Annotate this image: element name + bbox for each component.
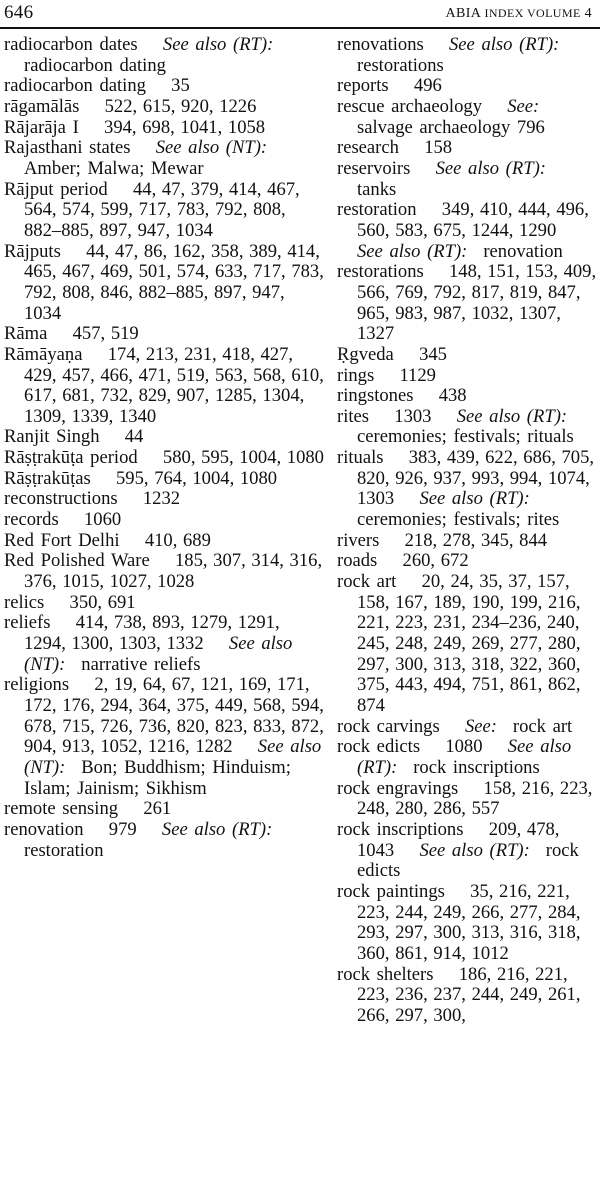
index-entry xyxy=(337,448,599,531)
cross-reference-label: See also (RT): xyxy=(357,736,572,778)
index-term: Red Fort Delhi xyxy=(4,529,120,551)
index-page-numbers: 185, 307, 314, 316, 376, 1015, 1027, 1028 xyxy=(24,550,323,593)
index-term: rivers xyxy=(337,529,380,551)
index-term: restoration xyxy=(337,199,417,221)
index-column-left xyxy=(4,35,324,861)
index-page-numbers: 174, 213, 231, 418, 427, 429, 457, 466, 471, 519, 563, 568, 610, 617, 681, 732, 829, 907, 1285, 1304, 1309, 1339, 1340 xyxy=(24,343,324,427)
index-term: renovations xyxy=(337,34,424,55)
index-page-numbers: 218, 278, 345, 844 xyxy=(404,529,548,551)
index-entry xyxy=(337,366,599,387)
index-term: reliefs xyxy=(4,612,51,634)
cross-reference-label: See also (RT): xyxy=(357,240,468,262)
index-page-numbers: 595, 764, 1004, 1080 xyxy=(116,467,278,489)
index-page-numbers: 148, 151, 153, 409, 566, 769, 792, 817, 819, 847, 965, 983, 987, 1032, 1307, 1327 xyxy=(357,261,597,345)
index-term: Ranjit Singh xyxy=(4,426,100,448)
index-page-numbers: 580, 595, 1004, 1080 xyxy=(162,447,324,469)
index-page-numbers: 1232 xyxy=(142,488,181,510)
index-page-numbers: 1080 xyxy=(445,736,483,758)
index-entry xyxy=(337,779,599,820)
index-term: radiocarbon dating xyxy=(4,75,146,97)
cross-reference-label: See also (NT): xyxy=(24,633,293,675)
cross-reference-target: rock art xyxy=(512,715,573,737)
cross-reference-target: tanks xyxy=(357,178,397,200)
index-entry xyxy=(4,799,324,820)
index-term: rings xyxy=(337,364,375,386)
index-term: Rajasthani states xyxy=(4,137,131,159)
index-term: records xyxy=(4,509,59,531)
index-page-numbers: 186, 216, 221, 223, 236, 237, 244, 249, 261, 266, 297, 300, xyxy=(357,963,581,1026)
index-entry xyxy=(4,76,324,97)
index-page-numbers: 2, 19, 64, 67, 121, 169, 171, 172, 176, 294, 364, 375, 449, 568, 594, 678, 715, 726, 736, 820, 823, 833, 872, 904, 913, 1052, 1216, 1282 xyxy=(24,674,324,758)
cross-reference-target: rock inscriptions xyxy=(413,756,540,778)
index-term: Rājputs xyxy=(4,240,61,262)
cross-reference-label: See also (RT): xyxy=(435,157,546,179)
index-term: Rāṣṭrakūṭas xyxy=(4,467,91,489)
index-term: rites xyxy=(337,405,370,427)
index-page-numbers: 438 xyxy=(438,385,467,407)
index-term: rock shelters xyxy=(337,963,434,985)
index-page-numbers: 35 xyxy=(171,75,190,97)
page-number: 646 xyxy=(4,2,34,23)
index-entry xyxy=(337,159,599,200)
index-term: radiocarbon dates xyxy=(4,34,138,55)
cross-reference-label: See also (RT): xyxy=(419,839,530,861)
index-page-numbers: 260, 672 xyxy=(402,550,469,572)
running-title-smallcaps: INDEX VOLUME xyxy=(484,6,581,20)
index-term: religions xyxy=(4,674,70,696)
index-page-numbers: 496 xyxy=(413,75,442,97)
index-page-numbers: 394, 698, 1041, 1058 xyxy=(104,116,266,138)
index-entry xyxy=(4,448,324,469)
index-page-numbers: 1303 xyxy=(394,405,432,427)
index-entry xyxy=(4,489,324,510)
index-entry xyxy=(4,531,324,552)
cross-reference-target: Bon; Buddhism; Hinduism; Islam; Jainism; Sikhism xyxy=(24,756,291,799)
index-term: rock edicts xyxy=(337,736,421,758)
index-term: ringstones xyxy=(337,385,414,407)
index-page-numbers: 414, 738, 893, 1279, 1291, 1294, 1300, 1303, 1332 xyxy=(24,612,280,655)
index-page-numbers: 209, 478, 1043 xyxy=(357,818,560,861)
index-entry xyxy=(4,97,324,118)
index-entry xyxy=(337,262,599,345)
index-page-numbers: 410, 689 xyxy=(144,529,211,551)
header-rule xyxy=(0,27,600,29)
index-term: remote sensing xyxy=(4,798,119,820)
index-term: Ṛgveda xyxy=(337,343,394,365)
index-term: research xyxy=(337,137,399,159)
page-header xyxy=(0,0,600,30)
index-page-numbers: 345 xyxy=(419,343,447,365)
index-page-numbers: 44, 47, 379, 414, 467, 564, 574, 599, 717, 783, 792, 808, 882–885, 897, 947, 1034 xyxy=(24,178,300,241)
index-entry xyxy=(337,35,599,76)
index-entry xyxy=(337,97,599,138)
index-entry xyxy=(4,820,324,861)
index-entry xyxy=(4,180,324,242)
index-page-numbers: 35, 216, 221, 223, 244, 249, 266, 277, 284, 293, 297, 300, 313, 316, 318, 360, 861, 914, 1012 xyxy=(357,880,581,964)
index-term: Rāma xyxy=(4,323,48,345)
cross-reference-label: See: xyxy=(507,95,540,117)
index-term: rock carvings xyxy=(337,715,440,737)
cross-reference-target: salvage archaeology 796 xyxy=(357,116,545,138)
cross-reference-target: renovation xyxy=(483,240,563,262)
index-term: Rājarāja I xyxy=(4,116,79,138)
cross-reference-target: rock edicts xyxy=(357,839,579,882)
index-page-numbers: 522, 615, 920, 1226 xyxy=(104,95,257,117)
index-page-numbers: 158 xyxy=(424,137,453,159)
index-term: Rājput period xyxy=(4,178,108,200)
running-title-number: 4 xyxy=(584,6,592,21)
cross-reference-label: See also (NT): xyxy=(155,137,268,159)
cross-reference-target: restoration xyxy=(24,839,104,861)
index-term: reconstructions xyxy=(4,488,118,510)
index-entry xyxy=(337,551,599,572)
index-page-numbers: 261 xyxy=(143,798,172,820)
index-column-right xyxy=(337,35,599,1027)
index-entry xyxy=(4,345,324,428)
index-term: restorations xyxy=(337,261,424,283)
index-page-numbers: 979 xyxy=(108,818,137,840)
cross-reference-label: See also (RT): xyxy=(162,34,274,55)
index-page-numbers: 44, 47, 86, 162, 358, 389, 414, 465, 467, 469, 501, 574, 633, 717, 783, 792, 808, 846, 882–885, 897, 947, 1034 xyxy=(24,240,324,324)
index-page-numbers: 20, 24, 35, 37, 157, 158, 167, 189, 190, 199, 216, 221, 223, 231, 234–236, 240, 245, 248, 249, 269, 277, 280, 297, 300, 313, 318, 322, 360, 375, 443, 494, 751, 861, 862, 874 xyxy=(357,571,581,716)
index-entry xyxy=(337,407,599,448)
index-entry xyxy=(337,76,599,97)
index-entry xyxy=(4,427,324,448)
index-term: rituals xyxy=(337,447,384,469)
index-entry xyxy=(4,324,324,345)
index-entry xyxy=(4,35,324,76)
index-entry xyxy=(337,717,599,738)
index-entry xyxy=(4,675,324,799)
index-page-numbers: 44 xyxy=(124,426,144,448)
index-page-numbers: 1060 xyxy=(83,509,122,531)
index-entry xyxy=(4,510,324,531)
index-page-numbers: 457, 519 xyxy=(72,323,139,345)
index-page-numbers: 158, 216, 223, 248, 280, 286, 557 xyxy=(357,777,593,820)
index-entry xyxy=(337,965,599,1027)
index-entry xyxy=(337,200,599,262)
cross-reference-target: ceremonies; festivals; rituals xyxy=(357,426,574,448)
index-term: Rāmāyaṇa xyxy=(4,343,83,365)
index-entry xyxy=(4,138,324,179)
index-entry xyxy=(4,242,324,325)
index-entry xyxy=(4,118,324,139)
index-term: rāgamālās xyxy=(4,95,80,117)
index-page-numbers: 349, 410, 444, 496, 560, 583, 675, 1244, 1290 xyxy=(357,199,589,241)
index-term: relics xyxy=(4,591,45,613)
index-entry xyxy=(337,572,599,717)
index-entry xyxy=(337,882,599,965)
index-term: rock paintings xyxy=(337,880,445,902)
index-entry xyxy=(337,345,599,366)
cross-reference-label: See also (RT): xyxy=(161,818,273,840)
cross-reference-target: narrative reliefs xyxy=(81,653,201,675)
index-term: reports xyxy=(337,75,389,97)
index-entry xyxy=(4,613,324,675)
index-term: rock inscriptions xyxy=(337,818,464,840)
cross-reference-label: See also (RT): xyxy=(419,488,530,510)
index-page-numbers: 1129 xyxy=(399,364,436,386)
index-entry xyxy=(4,469,324,490)
index-term: rock engravings xyxy=(337,777,459,799)
index-term: rescue archaeology xyxy=(337,95,482,117)
index-term: reservoirs xyxy=(337,157,411,179)
index-entry xyxy=(4,593,324,614)
index-term: renovation xyxy=(4,818,84,840)
cross-reference-target: restorations xyxy=(357,54,444,76)
index-entry xyxy=(337,138,599,159)
index-entry xyxy=(4,551,324,592)
cross-reference-target: radiocarbon dating xyxy=(24,54,166,76)
running-title-caps: ABIA xyxy=(445,6,481,21)
index-entry xyxy=(337,386,599,407)
index-page-numbers: 383, 439, 622, 686, 705, 820, 926, 937, 993, 994, 1074, 1303 xyxy=(357,447,595,510)
cross-reference-target: ceremonies; festivals; rites xyxy=(357,509,560,531)
cross-reference-label: See also (RT): xyxy=(456,405,568,427)
cross-reference-label: See: xyxy=(464,715,497,737)
index-entry xyxy=(337,737,599,778)
cross-reference-label: See also (NT): xyxy=(24,736,322,778)
cross-reference-label: See also (RT): xyxy=(449,34,560,55)
index-entry xyxy=(337,820,599,882)
index-term: roads xyxy=(337,550,378,572)
index-page-numbers: 350, 691 xyxy=(69,591,136,613)
cross-reference-target: Amber; Malwa; Mewar xyxy=(24,157,204,179)
index-term: rock art xyxy=(337,571,397,593)
index-term: Red Polished Ware xyxy=(4,550,150,572)
running-title xyxy=(445,6,592,22)
index-term: Rāṣṭrakūṭa period xyxy=(4,447,138,469)
index-entry xyxy=(337,531,599,552)
